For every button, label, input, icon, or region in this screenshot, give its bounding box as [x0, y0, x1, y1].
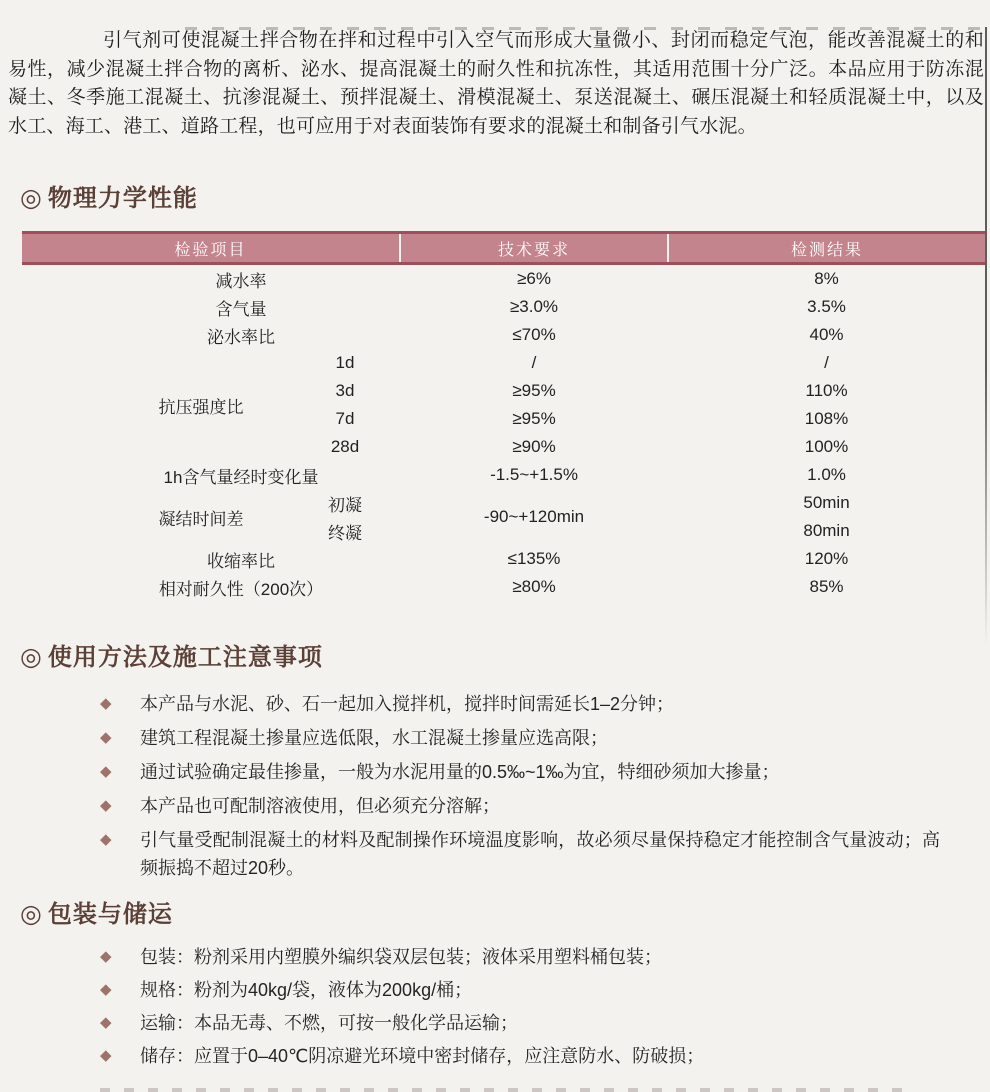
- bullet-text: 本产品也可配制溶液使用，但必须充分溶解；: [140, 796, 500, 816]
- list-item: [100, 976, 990, 1004]
- table-row: [22, 545, 985, 573]
- requirement-cell: -90~+120min: [483, 507, 585, 526]
- section-heading-physical-properties: [20, 182, 990, 215]
- result-cell: 8%: [814, 269, 839, 288]
- section-heading-usage-instructions: [20, 641, 990, 674]
- section-marker-icon: ◎: [20, 900, 43, 928]
- requirement-cell: /: [531, 353, 537, 372]
- bullet-text: 规格：粉剂为40kg/袋，液体为200kg/桶；: [140, 980, 473, 1000]
- requirement-cell: ≤135%: [507, 549, 561, 568]
- item-group-cell: 抗压强度比: [158, 397, 244, 417]
- section-marker-icon: ◎: [20, 643, 43, 671]
- table-row: [22, 489, 985, 517]
- section-title: 使用方法及施工注意事项: [47, 644, 323, 671]
- result-cell: /: [824, 353, 829, 372]
- sub-item-cell: 1d: [335, 353, 355, 372]
- bullet-text: 储存：应置于0–40℃阴凉避光环境中密封储存，应注意防水、防破损；: [140, 1046, 705, 1066]
- list-item: [100, 1042, 990, 1070]
- item-cell: 泌水率比: [207, 327, 275, 347]
- list-item: [100, 690, 990, 718]
- result-cell: 1.0%: [807, 465, 846, 484]
- result-cell: 100%: [804, 437, 849, 456]
- list-item: [100, 943, 990, 971]
- result-cell: 50min: [803, 493, 850, 512]
- sub-item-cell: 7d: [335, 409, 355, 428]
- bullet-text: 包装：粉剂采用内塑膜外编织袋双层包装；液体采用塑料桶包装；: [140, 947, 662, 967]
- result-cell: 108%: [804, 409, 849, 428]
- diamond-bullet-icon: ◆: [100, 1014, 112, 1031]
- diamond-bullet-icon: ◆: [100, 763, 112, 780]
- bullet-text: 建筑工程混凝土掺量应选低限，水工混凝土掺量应选高限；: [140, 728, 608, 748]
- section-title: 物理力学性能: [47, 185, 198, 212]
- requirement-cell: ≥6%: [517, 269, 551, 288]
- usage-bullet-list: [0, 690, 990, 882]
- list-item: [100, 724, 990, 752]
- requirement-cell: ≥95%: [512, 409, 556, 428]
- requirement-cell: ≥3.0%: [509, 297, 559, 316]
- list-item: [100, 1009, 990, 1037]
- list-item: [100, 792, 990, 820]
- sub-item-cell: 终凝: [328, 523, 362, 543]
- item-cell: 收缩率比: [207, 551, 275, 571]
- table-row: [22, 321, 985, 349]
- physical-properties-table: [22, 231, 985, 601]
- scan-artifact-top-edge: [185, 27, 985, 30]
- section-marker-icon: ◎: [20, 184, 43, 212]
- intro-paragraph: 引气剂可使混凝土拌合物在拌和过程中引入空气而形成大量微小、封闭而稳定气泡，能改善混凝土的和易性，减少混凝土拌合物的离析、泌水、提高混凝土的耐久性和抗冻性，其适用范围十分广泛。本品应用于防冻混凝土、冬季施工混凝土、抗渗混凝土、预拌混凝土、滑模混凝土、泵送混凝土、碾压混凝土和轻质混凝土中，以及水工、海工、港工、道路工程，也可应用于对表面装饰有要求的混凝土和制备引气水泥。: [8, 30, 984, 137]
- requirement-cell: ≥95%: [512, 381, 556, 400]
- result-cell: 80min: [803, 521, 850, 540]
- diamond-bullet-icon: ◆: [100, 1047, 112, 1064]
- packing-bullet-list: [0, 943, 990, 1070]
- result-cell: 120%: [804, 549, 849, 568]
- table-row: [22, 264, 985, 294]
- item-cell: 相对耐久性（200次）: [158, 579, 324, 599]
- table-row: [22, 461, 985, 489]
- bullet-text: 本产品与水泥、砂、石一起加入搅拌机，搅拌时间需延长1–2分钟；: [140, 694, 675, 714]
- table-row: [22, 573, 985, 601]
- table-header-row: [22, 233, 985, 264]
- bullet-text: 运输：本品无毒、不燃，可按一般化学品运输；: [140, 1013, 518, 1033]
- scan-artifact-bottom-cutoff-line: [100, 1088, 910, 1092]
- requirement-cell: ≥80%: [512, 577, 556, 596]
- bullet-text: 通过试验确定最佳掺量，一般为水泥用量的0.5‰~1‰为宜，特细砂须加大掺量；: [140, 762, 780, 782]
- sub-item-cell: 3d: [335, 381, 355, 400]
- result-cell: 110%: [805, 381, 848, 400]
- result-cell: 85%: [809, 577, 844, 596]
- section-heading-packing-storage: [20, 898, 990, 931]
- result-cell: 40%: [809, 325, 844, 344]
- table-header-item: 检验项目: [22, 233, 400, 264]
- diamond-bullet-icon: ◆: [100, 948, 112, 965]
- requirement-cell: ≤70%: [512, 325, 556, 344]
- item-cell: 1h含气量经时变化量: [163, 467, 319, 487]
- bullet-text: 引气量受配制混凝土的材料及配制操作环境温度影响，故必须尽量保持稳定才能控制含气量波动；高频振捣不超过20秒。: [140, 830, 940, 878]
- diamond-bullet-icon: ◆: [100, 729, 112, 746]
- table-header-requirement: 技术要求: [400, 233, 668, 264]
- section-title: 包装与储运: [47, 901, 173, 928]
- document-page: [0, 27, 990, 1092]
- scan-artifact-right-edge: [985, 27, 987, 647]
- item-cell: 减水率: [215, 271, 267, 291]
- item-group-cell: 凝结时间差: [158, 509, 244, 529]
- diamond-bullet-icon: ◆: [100, 797, 112, 814]
- list-item: [100, 758, 990, 786]
- table-header-result: 检测结果: [668, 233, 985, 264]
- diamond-bullet-icon: ◆: [100, 981, 112, 998]
- table-row: [22, 293, 985, 321]
- sub-item-cell: 28d: [330, 437, 360, 456]
- requirement-cell: -1.5~+1.5%: [490, 465, 578, 484]
- list-item: [100, 826, 990, 882]
- item-cell: 含气量: [215, 299, 267, 319]
- diamond-bullet-icon: ◆: [100, 695, 112, 712]
- table-row: [22, 349, 985, 377]
- sub-item-cell: 初凝: [328, 495, 362, 515]
- requirement-cell: ≥90%: [512, 437, 556, 456]
- result-cell: 3.5%: [807, 297, 846, 316]
- diamond-bullet-icon: ◆: [100, 831, 112, 848]
